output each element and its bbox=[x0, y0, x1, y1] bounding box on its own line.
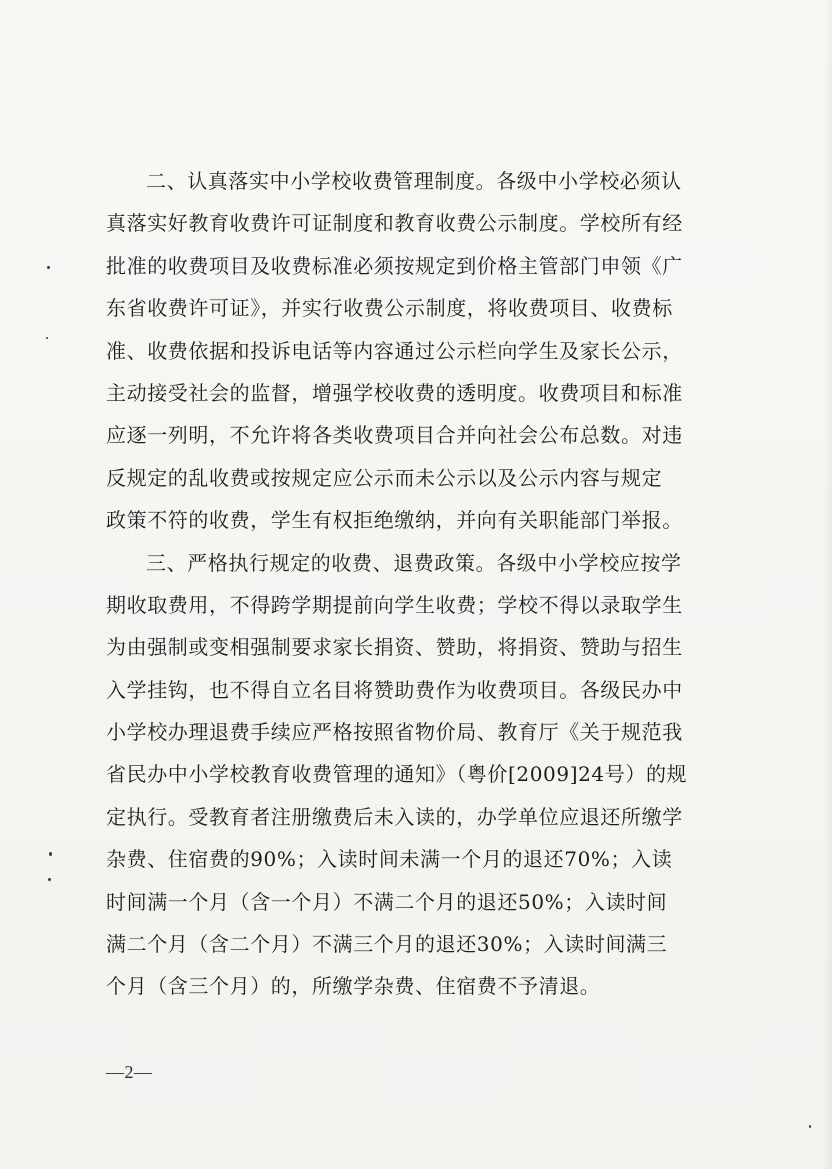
paragraph-3-line: 为由强制或变相强制要求家长捐资、赞助，将捐资、赞助与招生 bbox=[106, 635, 683, 660]
paragraph-3-line: 满二个月（含二个月）不满三个月的退还30%；入读时间满三 bbox=[106, 932, 668, 957]
paragraph-2-line: 批准的收费项目及收费标准必须按规定到价格主管部门申领《广 bbox=[106, 253, 683, 278]
scan-speck bbox=[46, 337, 48, 339]
paragraph-3-line: 时间满一个月（含一个月）不满二个月的退还50%；入读时间 bbox=[106, 889, 668, 914]
paragraph-2-line: 准、收费依据和投诉电话等内容通过公示栏向学生及家长公示， bbox=[106, 338, 683, 363]
paragraph-2-line: 东省收费许可证》，并实行收费公示制度，将收费项目、收费标 bbox=[106, 296, 673, 321]
paragraph-2-line: 政策不符的收费，学生有权拒绝缴纳，并向有关职能部门举报。 bbox=[106, 508, 683, 533]
scan-speck bbox=[49, 852, 52, 856]
paragraph-3-line: 期收取费用，不得跨学期提前向学生收费；学校不得以录取学生 bbox=[106, 592, 683, 617]
scan-speck bbox=[47, 266, 50, 269]
scan-speck bbox=[809, 1125, 811, 1128]
page-number: —2— bbox=[106, 1062, 153, 1082]
paragraph-3-line: 入学挂钩，也不得自立名目将赞助费作为收费项目。各级民办中 bbox=[106, 677, 683, 702]
paragraph-2-line: 应逐一列明，不允许将各类收费项目合并向社会公布总数。对违 bbox=[106, 423, 683, 448]
paragraph-2-line: 主动接受社会的监督，增强学校收费的透明度。收费项目和标准 bbox=[106, 380, 683, 405]
scan-edge-shadow bbox=[824, 0, 832, 1169]
paragraph-2-line: 二、认真落实中小学校收费管理制度。各级中小学校必须认 bbox=[146, 169, 682, 193]
paragraph-3-line: 个月（含三个月）的，所缴学杂费、住宿费不予清退。 bbox=[106, 974, 601, 999]
paragraph-3-line: 小学校办理退费手续应严格按照省物价局、教育厅《关于规范我 bbox=[106, 720, 683, 745]
paragraph-2-line: 反规定的乱收费或按规定应公示而未公示以及公示内容与规定 bbox=[106, 465, 663, 490]
document-body bbox=[106, 160, 718, 1008]
paragraph-3-line: 定执行。受教育者注册缴费后未入读的，办学单位应退还所缴学 bbox=[106, 804, 683, 829]
paragraph-3-line: 三、严格执行规定的收费、退费政策。各级中小学校应按学 bbox=[146, 550, 682, 575]
paragraph-3-line: 省民办中小学校教育收费管理的通知》（粤价[2009]24号）的规 bbox=[106, 762, 688, 787]
paragraph-2-line: 真落实好教育收费许可证制度和教育收费公示制度。学校所有经 bbox=[106, 211, 683, 236]
paragraph-3-line: 杂费、住宿费的90%；入读时间未满一个月的退还70%；入读 bbox=[106, 847, 673, 872]
scan-speck bbox=[48, 878, 51, 881]
